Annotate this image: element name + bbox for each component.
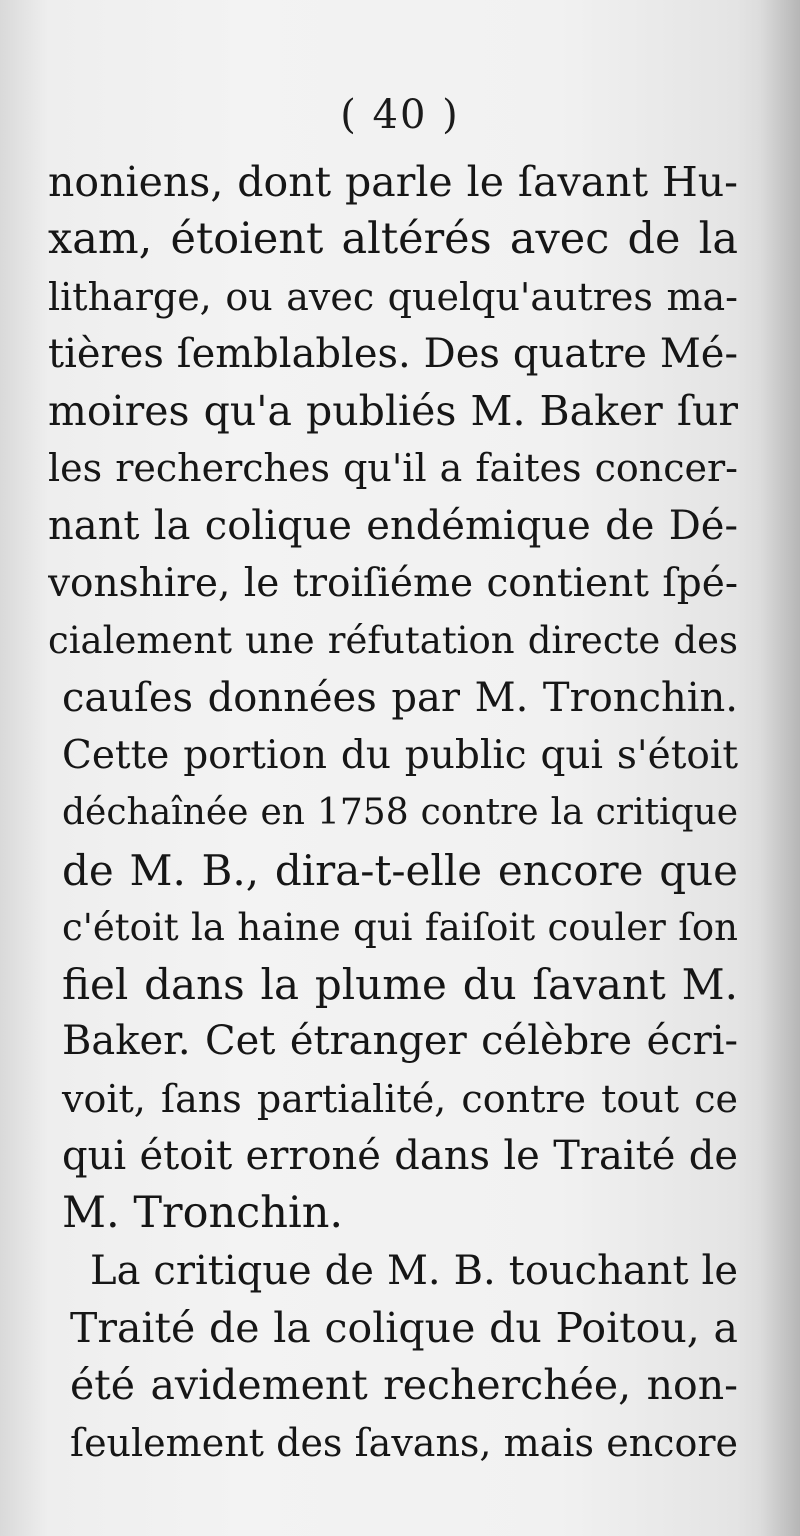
text-line: déchaînée en 1758 contre la critique xyxy=(62,792,738,834)
page-edge-shadow xyxy=(760,0,800,1536)
text-line: Baker. Cet étranger célèbre écri- xyxy=(62,1018,738,1065)
text-line: de M. B., dira-t-elle encore que xyxy=(62,845,738,895)
text-line: cialement une réfutation directe des xyxy=(48,619,738,663)
page-number: ( 40 ) xyxy=(340,92,460,138)
text-line: c'étoit la haine qui faiſoit couler ſon xyxy=(62,905,738,949)
text-line: xam, étoient altérés avec de la xyxy=(48,214,738,265)
text-line: cauſes données par M. Tronchin. xyxy=(62,674,738,721)
text-line: tières ſemblables. Des quatre Mé- xyxy=(48,330,738,377)
text-line: Traité de la colique du Poitou, a xyxy=(70,1303,738,1352)
body-text xyxy=(48,154,738,1472)
text-line: moires qu'a publiés M. Baker ſur xyxy=(48,387,738,436)
text-line: vonshire, le troiſiéme contient ſpé- xyxy=(48,561,738,607)
text-line: Cette portion du public qui s'étoit xyxy=(62,732,738,778)
text-line: M. Tronchin. xyxy=(62,1188,344,1239)
text-line: les recherches qu'il a faites concer- xyxy=(48,446,738,491)
text-line: litharge, ou avec quelqu'autres ma- xyxy=(48,274,738,319)
text-line: qui étoit erroné dans le Traité de xyxy=(62,1133,738,1180)
text-line: voit, ſans partialité, contre tout ce xyxy=(62,1076,738,1121)
text-line: La critique de M. B. touchant le xyxy=(90,1247,738,1294)
text-line: noniens, dont parle le ſavant Hu- xyxy=(48,158,738,206)
text-line: été avidement recherchée, non- xyxy=(70,1361,738,1410)
text-line: fiel dans la plume du ſavant M. xyxy=(62,960,738,1010)
text-line: ſeulement des ſavans, mais encore xyxy=(70,1420,738,1465)
text-line: nant la colique endémique de Dé- xyxy=(48,502,738,549)
